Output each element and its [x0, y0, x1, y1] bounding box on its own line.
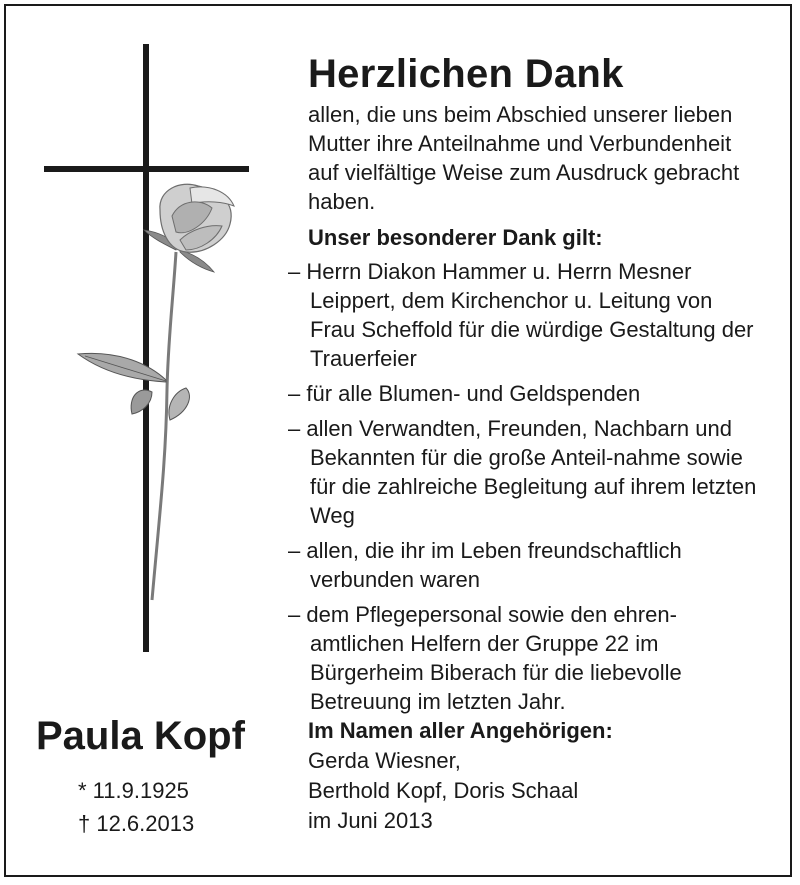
notice-title: Herzlichen Dank [308, 52, 624, 96]
thanks-item: – allen Verwandten, Freunden, Nachbarn und Bekannten für die große Anteil-nahme sowie für die zahlreiche Begleitung auf ihrem letzten Weg [288, 416, 757, 528]
thanks-item: – allen, die ihr im Leben freundschaftlich verbunden waren [288, 538, 682, 592]
rose-icon [78, 184, 234, 600]
thanks-item: – für alle Blumen- und Geldspenden [288, 381, 641, 406]
thanks-item: – Herrn Diakon Hammer u. Herrn Mesner Leippert, dem Kirchenchor u. Leitung von Frau Scheffold für die würdige Gestaltung der Trauerfeier [288, 259, 754, 371]
deceased-name: Paula Kopf [36, 714, 245, 758]
intro-text: allen, die uns beim Abschied unserer lieben Mutter ihre Anteilnahme und Verbundenheit auf vielfältige Weise zum Ausdruck gebracht haben. [308, 102, 740, 214]
signoff-date: im Juni 2013 [308, 808, 433, 833]
cross-and-rose-artwork [40, 40, 255, 660]
special-thanks-heading: Unser besonderer Dank gilt: [308, 225, 603, 250]
thanks-item: – dem Pflegepersonal sowie den ehren-amtlichen Helfern der Gruppe 22 im Bürgerheim Biberach für die liebevolle Betreuung im letzten Jahr. [288, 602, 682, 714]
life-dates [78, 774, 194, 840]
cross-icon [44, 44, 249, 652]
death-date: † 12.6.2013 [78, 811, 195, 836]
birth-date: * 11.9.1925 [78, 778, 189, 803]
signoff-name-line-2: Berthold Kopf, Doris Schaal [308, 778, 579, 803]
signoff-heading: Im Namen aller Angehörigen: [308, 718, 613, 743]
thanks-list [288, 257, 758, 722]
signoff-block [308, 716, 768, 836]
signoff-name-line-1: Gerda Wiesner, [308, 748, 461, 773]
